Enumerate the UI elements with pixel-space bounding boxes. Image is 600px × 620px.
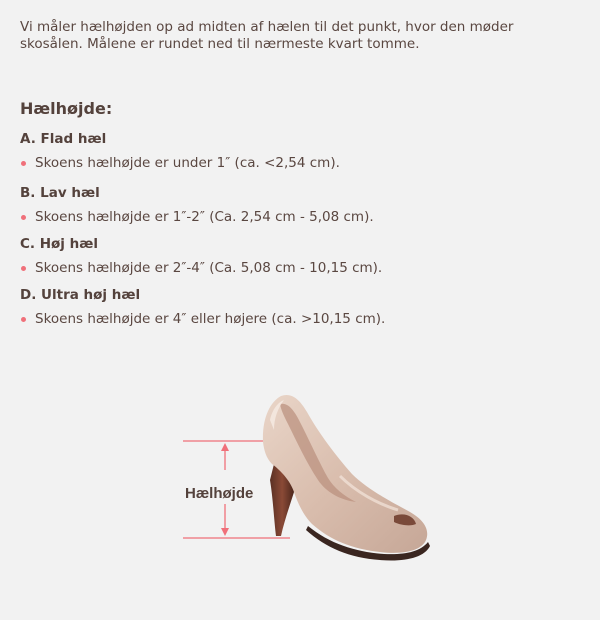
category-desc: Skoens hælhøjde er under 1″ (ca. <2,54 cm).	[35, 155, 340, 171]
intro-text: Vi måler hælhøjden op ad midten af hælen til det punkt, hvor den møder skosålen. Målene er rundet ned til nærmeste kvart tomme.	[20, 19, 514, 52]
category-desc: Skoens hælhøjde er 2″-4″ (Ca. 5,08 cm - 10,15 cm).	[35, 260, 383, 276]
category-desc: Skoens hælhøjde er 4″ eller højere (ca. >10,15 cm).	[35, 311, 386, 327]
category-title-low: B. Lav hæl	[20, 185, 100, 201]
section-title: Hælhøjde:	[20, 99, 113, 118]
arrow-up-icon	[221, 443, 229, 451]
heel-diagram	[0, 380, 600, 570]
category-text-high	[20, 260, 382, 276]
category-text-ultra	[20, 311, 385, 327]
category-text-flat	[20, 155, 340, 171]
bullet-dot-icon	[21, 215, 26, 220]
high-heel-shoe-icon	[263, 395, 430, 561]
category-desc: Skoens hælhøjde er 1″-2″ (Ca. 2,54 cm - 5,08 cm).	[35, 209, 374, 225]
bullet-dot-icon	[21, 317, 26, 322]
bullet-dot-icon	[21, 161, 26, 166]
category-title-ultra: D. Ultra høj hæl	[20, 287, 141, 303]
bullet-dot-icon	[21, 266, 26, 271]
arrow-down-icon	[221, 528, 229, 536]
category-text-low	[20, 209, 374, 225]
heel-height-label: Hælhøjde	[185, 485, 254, 502]
category-title-high: C. Høj hæl	[20, 236, 99, 252]
heel-height-figure	[0, 380, 600, 570]
category-title-flat: A. Flad hæl	[20, 131, 107, 147]
